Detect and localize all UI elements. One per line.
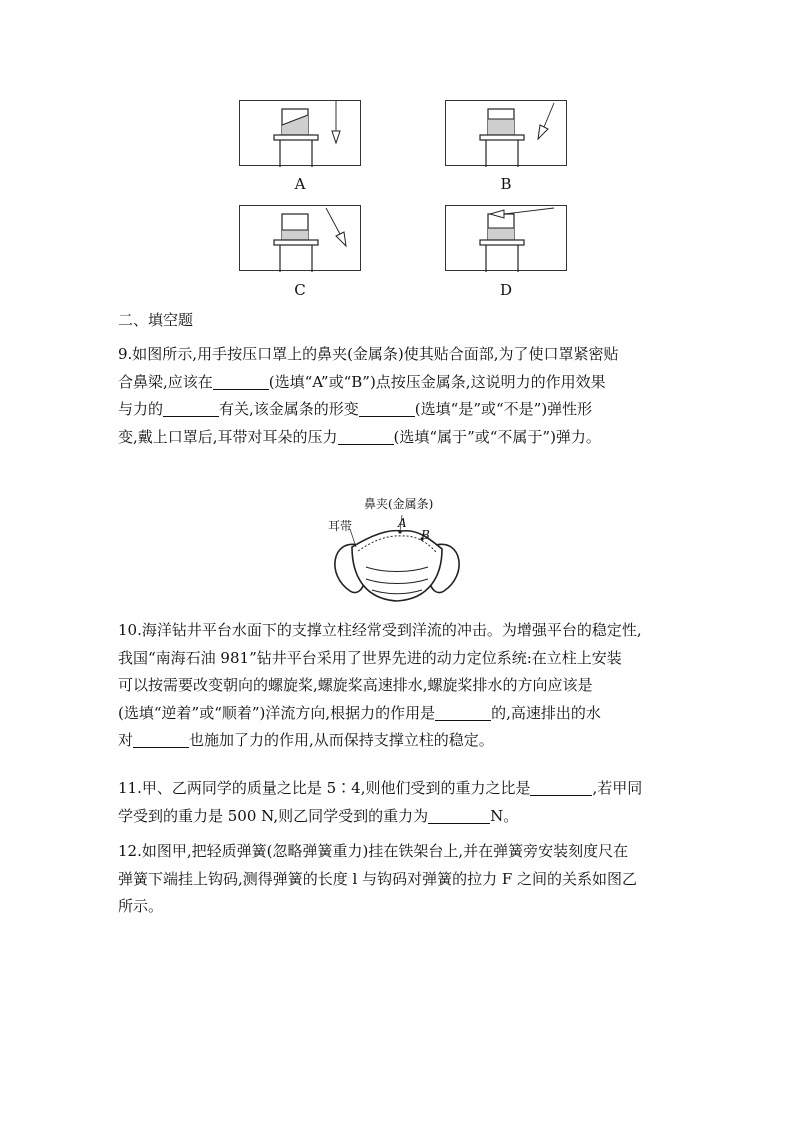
q9-line-2 — [118, 369, 688, 397]
nose-clip-label: 鼻夹(金属条) — [364, 497, 434, 511]
q11-line-2 — [118, 803, 688, 831]
q9-text: (选填“属于”或“不属于”)弹力。 — [393, 427, 601, 446]
q9-text: 合鼻梁,应该在 — [118, 372, 213, 391]
figure-label-a: A — [294, 175, 306, 193]
q9-line-1: 9.如图所示,用手按压口罩上的鼻夹(金属条)使其贴合面部,为了使口罩紧密贴 — [118, 345, 619, 363]
q11-line-1 — [118, 775, 688, 803]
q10-line-3: 可以按需要改变朝向的螺旋桨,螺旋桨高速排水,螺旋桨排水的方向应该是 — [118, 676, 593, 694]
point-b-label: B — [421, 528, 430, 542]
q10-text: (选填“逆着”或“顺着”)洋流方向,根据力的作用是 — [118, 703, 436, 722]
figure-option-c — [239, 205, 361, 271]
answer-blank[interactable] — [435, 704, 491, 721]
plumb-bob-diagram-c — [240, 206, 362, 272]
answer-blank[interactable] — [530, 779, 592, 796]
answer-blank[interactable] — [428, 807, 490, 824]
q10-text: 的,高速排出的水 — [491, 703, 601, 722]
ear-strap-label: 耳带 — [328, 519, 353, 533]
question-12 — [118, 838, 688, 921]
answer-blank[interactable] — [133, 731, 189, 748]
q12-line-2: 弹簧下端挂上钩码,测得弹簧的长度 l 与钩码对弹簧的拉力 F 之间的关系如图乙 — [118, 869, 638, 888]
figure-option-b — [445, 100, 567, 166]
q10-text: 也施加了力的作用,从而保持支撑立柱的稳定。 — [189, 731, 494, 749]
figure-label-d: D — [499, 281, 513, 299]
q9-text: 变,戴上口罩后,耳带对耳朵的压力 — [118, 427, 338, 446]
answer-blank[interactable] — [213, 373, 269, 390]
face-mask-diagram — [322, 495, 472, 605]
q11-text: N。 — [490, 806, 519, 825]
q9-line-4 — [118, 424, 688, 452]
q12-line-3: 所示。 — [118, 897, 164, 915]
figure-option-a — [239, 100, 361, 166]
q11-text: ,若甲同 — [592, 779, 643, 797]
q9-text: 与力的 — [118, 400, 164, 418]
answer-blank[interactable] — [359, 400, 415, 417]
figure-label-b: B — [500, 175, 512, 193]
plumb-bob-diagram-a — [240, 101, 362, 167]
q11-text: 学受到的重力是 500 N,则乙同学受到的重力为 — [118, 806, 429, 825]
q9-text: (选填“A”或“B”)点按压金属条,这说明力的作用效果 — [268, 372, 606, 391]
q10-text: 对 — [118, 731, 134, 749]
q9-text: 有关,该金属条的形变 — [219, 400, 359, 418]
mask-figure — [322, 495, 472, 605]
answer-blank[interactable] — [163, 400, 219, 417]
plumb-bob-diagram-d — [446, 206, 568, 272]
question-11 — [118, 775, 688, 830]
q11-text: 11.甲、乙两同学的质量之比是 5∶4,则他们受到的重力之比是 — [118, 779, 531, 797]
point-a-label: A — [398, 516, 407, 530]
question-9 — [118, 341, 688, 451]
figure-label-c: C — [294, 281, 306, 299]
plumb-bob-diagram-b — [446, 101, 568, 167]
q10-line-5 — [118, 727, 688, 755]
q9-line-3 — [118, 396, 688, 424]
q12-line-1: 12.如图甲,把轻质弹簧(忽略弹簧重力)挂在铁架台上,并在弹簧旁安装刻度尺在 — [118, 842, 629, 860]
q10-line-1: 10.海洋钻井平台水面下的支撑立柱经常受到洋流的冲击。为增强平台的稳定性, — [118, 621, 642, 639]
answer-blank[interactable] — [338, 428, 394, 445]
section-title: 二、填空题 — [118, 311, 194, 329]
question-10 — [118, 617, 688, 755]
q10-line-2: 我国“南海石油 981”钻井平台采用了世界先进的动力定位系统:在立柱上安装 — [118, 648, 622, 667]
q10-line-4 — [118, 700, 688, 728]
figure-option-d — [445, 205, 567, 271]
q9-text: (选填“是”或“不是”)弹性形 — [414, 400, 593, 418]
